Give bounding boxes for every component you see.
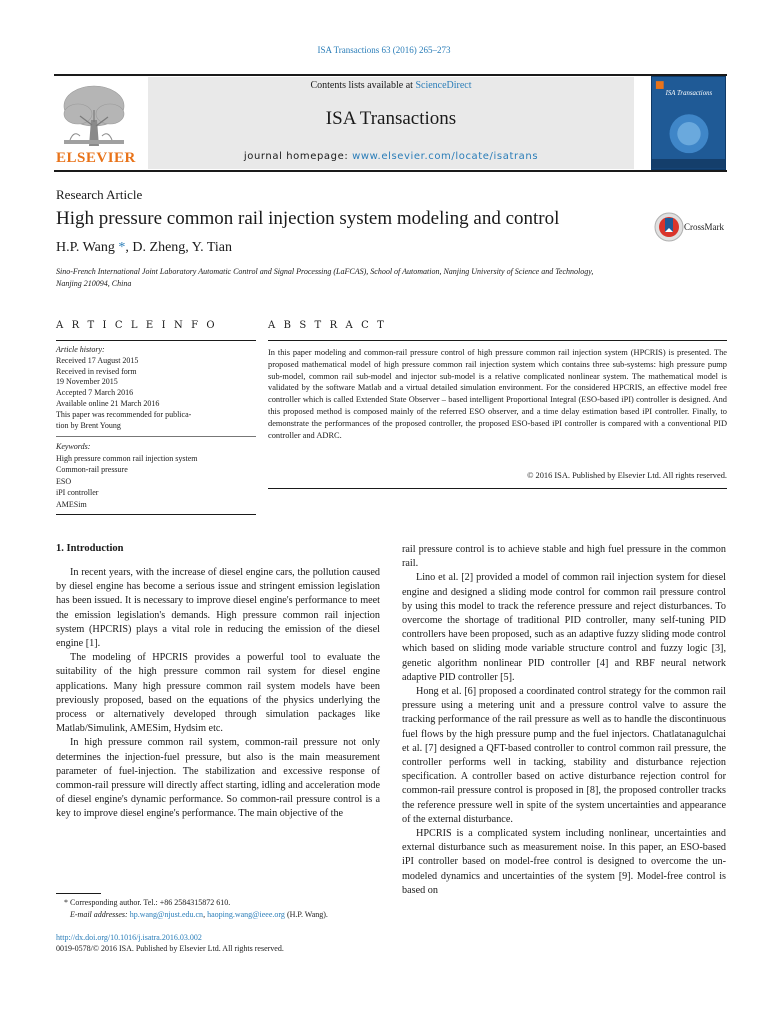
sciencedirect-link[interactable]: ScienceDirect xyxy=(415,80,472,91)
author-affiliation: Sino-French International Joint Laboratory Automatic Control and Signal Processing (LaFCAS), School of Automation, Nanjing University of Science and Technology, Nanjing 210094, China xyxy=(56,267,594,288)
history-line: tion by Brent Young xyxy=(56,420,121,430)
journal-cover-thumbnail[interactable] xyxy=(651,76,726,170)
article-info-bottom-rule xyxy=(56,514,256,515)
homepage-link[interactable]: www.elsevier.com/locate/isatrans xyxy=(352,151,539,162)
body-column-left xyxy=(56,566,380,822)
body-paragraph: In high pressure common rail system, common-rail pressure not only determines the injection-fuel pressure, but also is the main measurement parameter of fuel-injection. The stabilization and excessive response of common-rail pressure will directly affect starting, idling and acceleration mode of diesel engine's dynamic performance. So common-rail pressure control is a key to improve diesel engine's performance. The main objective of the xyxy=(56,737,380,820)
abstract-heading: A B S T R A C T xyxy=(268,320,387,331)
corresponding-footnote xyxy=(56,897,396,921)
author-rest: , D. Zheng, Y. Tian xyxy=(125,240,232,255)
history-line: Accepted 7 March 2016 xyxy=(56,388,134,398)
history-line: 19 November 2015 xyxy=(56,377,118,387)
abstract-text: In this paper modeling and common-rail pressure control of high pressure common rail injection system (HPCRIS) is presented. The proposed mathematical model of high pressure common rail injection system which contains three sub-systems: high pressure pump sub-model, common rail sub-model and injector sub-model is a relative complicated nonlinear system. The mathematical model is validated by the software Matlab and a virtual detailed simulation environment. For the considered HPCRIS, an effective model free controller which is called Extended State Observer – based intelligent Proportional Integral (ESO-based iPI) controller is designed. And this proposed method is composed mainly of the referred ESO observer, and a time delay estimation based iPI controller. Finally, to demonstrate the performances of the proposed controller, the proposed ESO-based iPI controller is compared with a conventional PID controller and ADRC. xyxy=(268,348,727,440)
article-info-heading: A R T I C L E I N F O xyxy=(56,320,218,331)
rights-statement: 0019-0578/© 2016 ISA. Published by Elsevier Ltd. All rights reserved. xyxy=(56,944,284,953)
email-link-secondary[interactable]: haoping.wang@ieee.org xyxy=(207,910,285,919)
email-link-primary[interactable]: hp.wang@njust.edu.cn xyxy=(129,910,204,919)
body-paragraph: The modeling of HPCRIS provides a powerful tool to evaluate the suitability of the high pressure common rail system for diesel engine applications. Many high pressure common rail system models have been previously proposed, based on the equations of the physics underlying the process or alternatively developed through simulation packages like Matlab/Simulink, AMESim, Hydsim etc. xyxy=(56,652,380,735)
body-column-right xyxy=(402,543,726,898)
body-paragraph: HPCRIS is a complicated system including nonlinear, uncertainties and external disturbance such as measurement noise. In this paper, an ESO-based iPI controller based on model-free control is designed to overcome the un-modeled dynamics and uncertainties of the system [9]. Model-free control is based on xyxy=(402,828,726,896)
article-title: High pressure common rail injection system modeling and control xyxy=(56,208,560,229)
history-rule xyxy=(56,436,256,437)
email-suffix: (H.P. Wang). xyxy=(284,910,328,919)
crossmark-label[interactable]: CrossMark xyxy=(684,222,724,232)
email-line xyxy=(56,909,396,921)
contents-line xyxy=(148,80,634,91)
article-type: Research Article xyxy=(56,187,143,202)
body-paragraph: Lino et al. [2] provided a model of common rail injection system for diesel engine and designed a sliding mode control for common rail pressure control by using this model to track the reference pressure and reject disturbances. To overcome the shortage of traditional PID controller, many self-tuning PID controllers have been proposed, such as an adaptive fuzzy sliding mode control which based on sliding mode variable structure control and fuzzy logic [3], genetic algorithm nonlinear PID controller [4] and RBF neural network adaptive PID controller [5]. xyxy=(402,572,726,683)
contents-prefix: Contents lists available at xyxy=(310,80,416,91)
abstract-bottom-rule xyxy=(268,488,727,489)
history-line: Available online 21 March 2016 xyxy=(56,398,160,408)
corresponding-author-mark[interactable]: * xyxy=(114,240,126,255)
keyword-item: Common-rail pressure xyxy=(56,465,128,474)
corresponding-author-note: * Corresponding author. Tel.: +86 2584315872 610. xyxy=(64,898,231,907)
history-label: Article history: xyxy=(56,345,105,354)
article-history xyxy=(56,345,256,431)
homepage-prefix: journal homepage: xyxy=(243,151,353,162)
introduction-heading: 1. Introduction xyxy=(56,543,124,554)
body-paragraph: rail pressure control is to achieve stable and high fuel pressure in the common rail. xyxy=(402,544,726,570)
elsevier-wordmark: ELSEVIER xyxy=(56,150,136,166)
email-separator: , xyxy=(203,910,208,919)
author-list xyxy=(56,240,232,256)
cover-title: ISA Transactions xyxy=(665,89,713,97)
keyword-item: High pressure common rail injection system xyxy=(56,453,198,463)
journal-reference[interactable]: ISA Transactions 63 (2016) 265–273 xyxy=(317,45,451,55)
history-line: Received 17 August 2015 xyxy=(56,355,139,365)
header-top-rule xyxy=(54,74,727,76)
keywords xyxy=(56,441,256,510)
body-paragraph: In recent years, with the increase of diesel engine cars, the pollution caused by diesel engine has become a serious issue and stringent emission legislation has been issued. It is necessary to improve diesel engine's performance to meet the emission legislation's demands. High pressure common rail injection system (HPCRIS) plays a vital role in reducing the emission of the diesel engine [1]. xyxy=(56,567,380,650)
doi-link[interactable]: http://dx.doi.org/10.1016/j.isatra.2016.03.002 xyxy=(56,933,202,942)
abstract-copyright: © 2016 ISA. Published by Elsevier Ltd. All rights reserved. xyxy=(527,471,727,480)
abstract-rule xyxy=(268,340,727,341)
journal-name: ISA Transactions xyxy=(325,108,457,129)
history-line: Received in revised form xyxy=(56,366,137,376)
keywords-label: Keywords: xyxy=(56,442,91,451)
article-info-rule xyxy=(56,340,256,341)
author-lead: H.P. Wang xyxy=(56,240,115,255)
footnote-rule xyxy=(56,893,101,894)
keyword-item: ESO xyxy=(56,476,72,486)
crossmark-icon[interactable] xyxy=(654,212,684,242)
doi-block xyxy=(56,932,456,954)
keyword-item: AMESim xyxy=(56,499,87,509)
email-label: E-mail addresses: xyxy=(70,910,130,919)
keyword-item: iPI controller xyxy=(56,488,99,497)
body-paragraph: Hong et al. [6] proposed a coordinated control strategy for the common rail pressure using a metering unit and a pressure control valve to assure the tracking performance of the rail pressure as well as to handle the discontinuous fuel flows by the high pressure pump and the fuel injectors. Chatlatanagulchai et al. [7] designed a QFT-based controller to control common rail pressure, the controller performs well in tacking, stability and disturbance rejection specification. A controller based on active disturbance rejection control for common-rail pressure control is proposed in [8], the proposed controller tracks the reference pressure well in spite of the system uncertainties and appearance of the external disturbance. xyxy=(402,686,726,825)
header-bottom-rule xyxy=(54,170,727,172)
history-line: This paper was recommended for publica- xyxy=(56,409,192,419)
journal-homepage-line xyxy=(148,151,634,162)
